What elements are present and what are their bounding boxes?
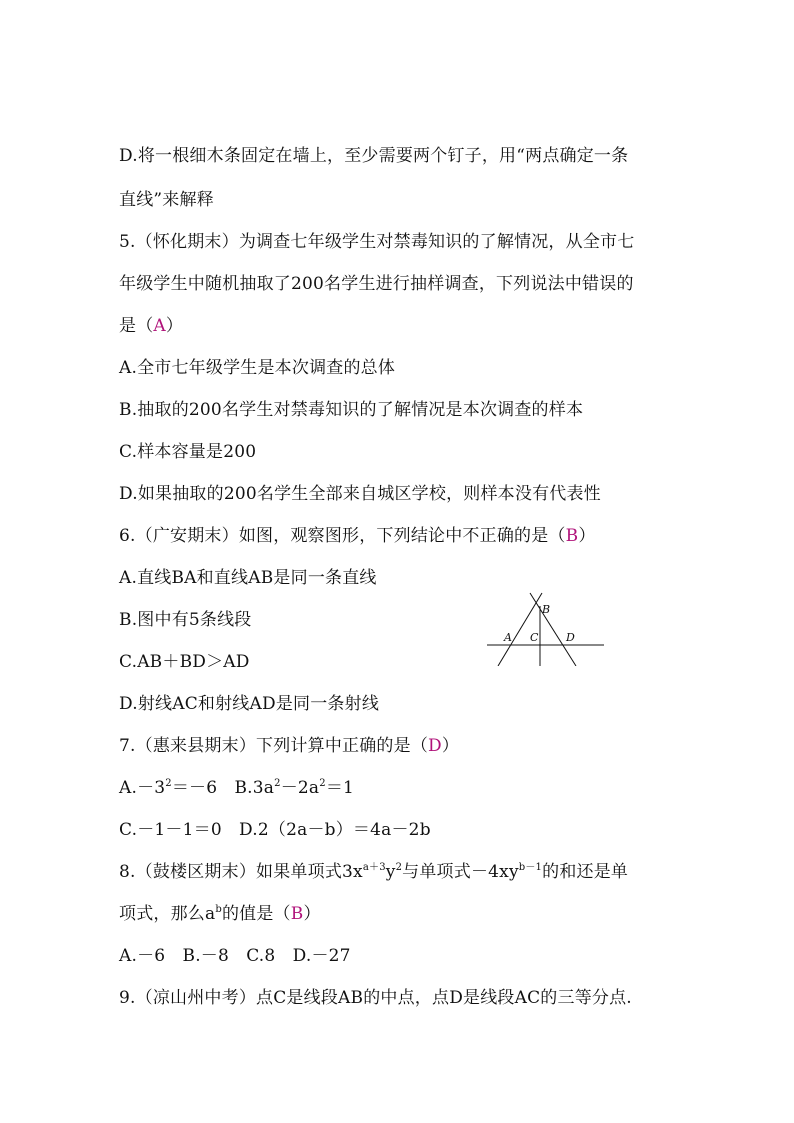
q6-option-a: A.直线BA和直线AB是同一条直线 <box>119 568 377 588</box>
q6-stem-suffix: ） <box>578 526 596 546</box>
q7-a-part4: ＝1 <box>325 778 355 798</box>
q6-answer: B <box>565 526 579 546</box>
q7-a-exp3: 2 <box>319 778 326 789</box>
q8-exp3: b－1 <box>518 862 543 873</box>
q7-stem-prefix: 7.（惠来县期末）下列计算中正确的是（ <box>119 736 429 756</box>
q8-part4: 的和还是单 <box>542 862 629 882</box>
q5-option-a: A.全市七年级学生是本次调查的总体 <box>119 358 396 378</box>
q7-options-cd: C.－1－1＝0 D.2（2a－b）＝4a－2b <box>119 820 431 840</box>
q7-stem <box>119 736 459 756</box>
q7-a-part2: ＝－6 B.3a <box>171 778 275 798</box>
q7-a-exp1: 2 <box>165 778 172 789</box>
q7-a-exp2: 2 <box>274 778 281 789</box>
q5-stem-line2: 年级学生中随机抽取了200名学生进行抽样调查，下列说法中错误的 <box>119 274 634 294</box>
q5-stem-suffix: ） <box>165 316 184 336</box>
q8-exp1: a＋3 <box>362 862 386 873</box>
q7-answer: D <box>428 736 442 756</box>
label-a: A <box>504 631 512 644</box>
line-bd <box>530 593 576 666</box>
q7-a-part3: －2a <box>280 778 320 798</box>
q4-option-d-line1: D.将一根细木条固定在墙上，至少需要两个钉子，用“两点确定一条 <box>119 146 629 166</box>
q5-option-c: C.样本容量是200 <box>119 442 257 462</box>
q8-options: A.－6 B.－8 C.8 D.－27 <box>119 946 351 966</box>
q8-exp2: 2 <box>395 862 403 873</box>
q8-stem-line1 <box>119 862 628 882</box>
q6-option-b: B.图中有5条线段 <box>119 610 252 630</box>
q6-stem <box>119 526 596 546</box>
q8-tail-suffix: ） <box>303 904 321 924</box>
q6-option-c: C.AB＋BD＞AD <box>119 652 250 672</box>
q8-tail-part1: 项式，那么a <box>119 904 216 924</box>
label-d: D <box>566 631 575 644</box>
q5-stem-line3 <box>119 316 183 336</box>
q5-stem-prefix: 是（ <box>119 316 154 336</box>
label-c: C <box>530 631 539 644</box>
q5-stem-line1: 5.（怀化期末）为调查七年级学生对禁毒知识的了解情况，从全市七 <box>119 232 635 252</box>
line-ab <box>498 593 542 666</box>
label-b: B <box>542 603 551 616</box>
q6-option-d: D.射线AC和射线AD是同一条射线 <box>119 694 380 714</box>
q8-part3: 与单项式－4xy <box>402 862 519 882</box>
q8-tail-part2: 的值是（ <box>221 904 291 924</box>
q4-option-d-line2: 直线”来解释 <box>119 190 214 210</box>
q5-option-b: B.抽取的200名学生对禁毒知识的了解情况是本次调查的样本 <box>119 400 584 420</box>
q6-stem-prefix: 6.（广安期末）如图，观察图形，下列结论中不正确的是（ <box>119 526 566 546</box>
q8-answer: B <box>290 904 304 924</box>
q8-part2: y <box>385 862 396 882</box>
q7-options-ab <box>119 778 354 798</box>
q8-tail-exp: b <box>215 904 222 915</box>
q5-option-d: D.如果抽取的200名学生全部来自城区学校，则样本没有代表性 <box>119 484 601 504</box>
q6-geometry-figure <box>484 590 608 666</box>
q7-stem-suffix: ） <box>441 736 460 756</box>
q8-part1: 8.（鼓楼区期末）如果单项式3x <box>119 862 363 882</box>
q8-stem-line2 <box>119 904 321 924</box>
q7-a-part1: A.－3 <box>119 778 166 798</box>
q5-answer: A <box>153 316 166 336</box>
q9-stem: 9.（凉山州中考）点C是线段AB的中点，点D是线段AC的三等分点. <box>119 988 632 1008</box>
